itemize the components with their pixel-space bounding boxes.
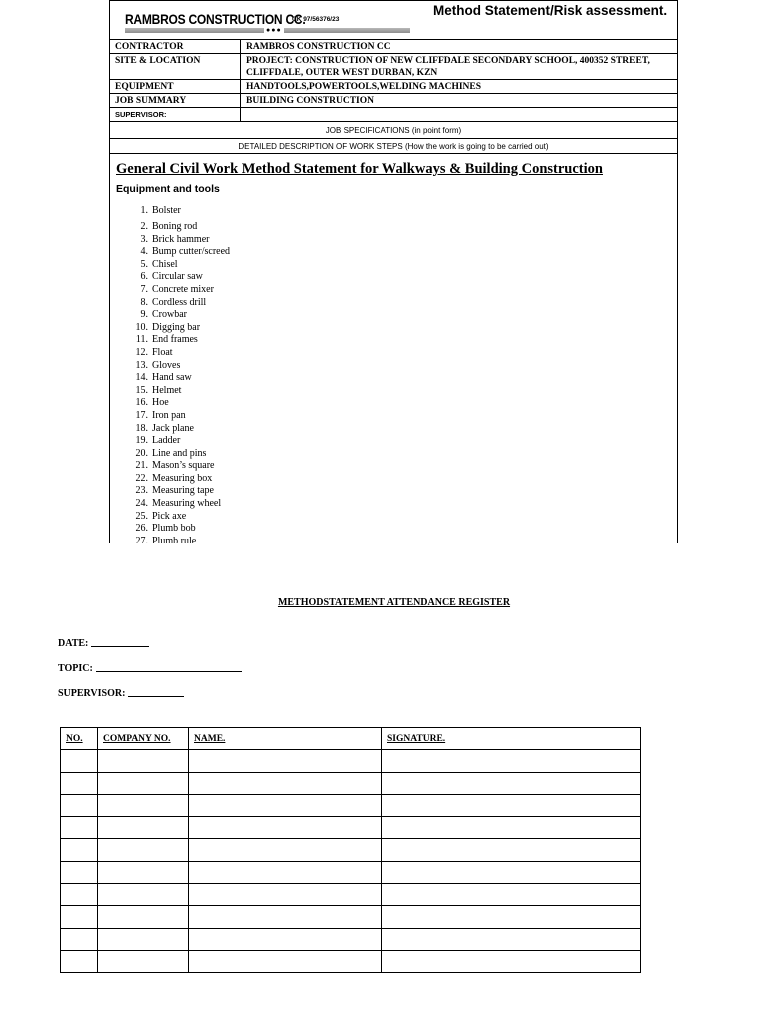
company-no-cell[interactable] (98, 750, 189, 772)
name-cell[interactable] (189, 861, 382, 883)
name-cell[interactable] (189, 906, 382, 928)
tool-list-item (130, 435, 230, 448)
tool-label: Iron pan (152, 409, 186, 421)
equipment-title: Equipment and tools (116, 183, 220, 195)
tool-list-item (130, 234, 230, 247)
info-row-job-summary (110, 94, 677, 108)
signature-cell[interactable] (382, 861, 641, 883)
name-cell[interactable] (189, 794, 382, 816)
tools-list (130, 204, 230, 543)
tool-label: Measuring box (152, 472, 213, 484)
register-row (61, 794, 641, 816)
tool-number: 1. (140, 205, 148, 216)
attendance-register-table (60, 727, 641, 973)
tool-number: 23. (135, 485, 148, 497)
register-row (61, 928, 641, 950)
info-label: EQUIPMENT (110, 80, 241, 94)
logo-dots: ●●● (266, 27, 282, 34)
info-label: JOB SUMMARY (110, 94, 241, 108)
register-row (61, 861, 641, 883)
job-specifications-row: JOB SPECIFICATIONS (in point form) (110, 122, 677, 139)
register-header-row (61, 728, 641, 750)
tool-number: 20. (135, 447, 148, 459)
register-row (61, 772, 641, 794)
register-title: METHODSTATEMENT ATTENDANCE REGISTER (277, 597, 511, 608)
info-label: CONTRACTOR (110, 40, 241, 54)
no-cell[interactable] (61, 861, 98, 883)
signature-cell[interactable] (382, 906, 641, 928)
detailed-description-row: DETAILED DESCRIPTION OF WORK STEPS (How the work is going to be carried out) (110, 139, 677, 154)
tool-number: 14. (135, 372, 148, 384)
signature-cell[interactable] (382, 750, 641, 772)
no-cell[interactable] (61, 839, 98, 861)
register-row (61, 884, 641, 906)
name-cell[interactable] (189, 750, 382, 772)
project-info-table (110, 40, 677, 122)
tool-number: 2. (140, 221, 148, 232)
tool-list-item (130, 347, 230, 360)
tool-number: 9. (140, 309, 148, 321)
signature-cell[interactable] (382, 950, 641, 972)
tool-label: Circular saw (152, 271, 203, 283)
no-cell[interactable] (61, 794, 98, 816)
tool-list-item (130, 360, 230, 373)
tool-list-item (130, 536, 230, 543)
tool-number: 22. (135, 472, 148, 484)
company-no-cell[interactable] (98, 817, 189, 839)
register-row (61, 750, 641, 772)
tool-number: 16. (135, 397, 148, 409)
tool-label: Measuring tape (152, 485, 214, 497)
tool-label: Mason’s square (152, 460, 215, 472)
no-cell[interactable] (61, 928, 98, 950)
no-cell[interactable] (61, 817, 98, 839)
column-header-no: NO. (61, 728, 98, 750)
tool-label: Bolster (152, 205, 181, 216)
tool-list-item (130, 259, 230, 272)
date-blank-line[interactable] (91, 637, 149, 647)
section-title: General Civil Work Method Statement for Walkways & Building Construction (116, 161, 603, 177)
tool-list-item (130, 498, 230, 511)
company-no-cell[interactable] (98, 839, 189, 861)
tool-list-item (130, 309, 230, 322)
tool-number: 18. (135, 422, 148, 434)
signature-cell[interactable] (382, 794, 641, 816)
tool-label: Ladder (152, 435, 181, 447)
info-value: BUILDING CONSTRUCTION (241, 94, 678, 108)
tool-list-item (130, 397, 230, 410)
tool-list-item (130, 271, 230, 284)
form-header (110, 1, 677, 40)
name-cell[interactable] (189, 928, 382, 950)
tool-list-item (130, 372, 230, 385)
no-cell[interactable] (61, 884, 98, 906)
no-cell[interactable] (61, 950, 98, 972)
tool-number: 4. (140, 246, 148, 258)
info-label: SUPERVISOR: (110, 108, 241, 122)
tool-label: Jack plane (152, 422, 194, 434)
tool-number: 17. (135, 409, 148, 421)
tool-number: 15. (135, 384, 148, 396)
column-header-company-no: COMPANY NO. (98, 728, 189, 750)
register-row (61, 839, 641, 861)
company-no-cell[interactable] (98, 772, 189, 794)
tool-number: 26. (135, 523, 148, 535)
info-row-supervisor (110, 108, 677, 122)
tool-label: Hoe (152, 397, 169, 409)
tool-list-item (130, 204, 230, 221)
tool-number: 10. (135, 321, 148, 333)
tool-label: Hand saw (152, 372, 192, 384)
column-header-name: NAME. (189, 728, 382, 750)
no-cell[interactable] (61, 750, 98, 772)
topic-field (58, 662, 242, 674)
date-label: DATE: (58, 638, 89, 649)
tool-list-item (130, 221, 230, 234)
company-no-cell[interactable] (98, 794, 189, 816)
tool-list-item (130, 284, 230, 297)
tool-label: Helmet (152, 384, 182, 396)
no-cell[interactable] (61, 772, 98, 794)
info-value: HANDTOOLS,POWERTOOLS,WELDING MACHINES (241, 80, 678, 94)
tool-label: Float (152, 346, 173, 358)
signature-cell[interactable] (382, 928, 641, 950)
topic-label: TOPIC: (58, 663, 93, 674)
tool-label: Plumb rule (152, 535, 197, 543)
tool-number: 6. (140, 271, 148, 283)
info-value: PROJECT: CONSTRUCTION OF NEW CLIFFDALE SECONDARY SCHOOL, 400352 STREET, CLIFFDALE, OUTER WEST DURBAN, KZN (241, 54, 678, 80)
method-statement-form (109, 0, 678, 543)
supervisor-blank-line[interactable] (128, 687, 184, 697)
tool-label: Bump cutter/screed (152, 246, 231, 258)
column-header-signature: SIGNATURE. (382, 728, 641, 750)
tool-label: Gloves (152, 359, 181, 371)
company-no-cell[interactable] (98, 928, 189, 950)
tool-number: 27. (135, 535, 148, 543)
tool-list-item (130, 448, 230, 461)
tool-list-item (130, 385, 230, 398)
tool-number: 5. (140, 258, 148, 270)
company-no-cell[interactable] (98, 950, 189, 972)
topic-blank-line[interactable] (96, 662, 242, 672)
signature-cell[interactable] (382, 772, 641, 794)
signature-cell[interactable] (382, 884, 641, 906)
company-logo-name: RAMBROS CONSTRUCTION CC. (125, 11, 306, 27)
tool-number: 21. (135, 460, 148, 472)
signature-cell[interactable] (382, 839, 641, 861)
info-row-contractor (110, 40, 677, 54)
register-row (61, 950, 641, 972)
tool-number: 19. (135, 435, 148, 447)
tool-label: Brick hammer (152, 233, 210, 245)
name-cell[interactable] (189, 772, 382, 794)
tool-number: 13. (135, 359, 148, 371)
company-no-cell[interactable] (98, 861, 189, 883)
document-title: Method Statement/Risk assessment. (433, 3, 668, 18)
tool-label: Plumb bob (152, 523, 196, 535)
tool-label: Measuring wheel (152, 498, 222, 510)
tool-list-item (130, 297, 230, 310)
register-row (61, 817, 641, 839)
company-registration: CK 97/56376/23 (292, 16, 340, 23)
tool-label: Digging bar (152, 321, 201, 333)
tool-list-item (130, 246, 230, 259)
tool-label: Concrete mixer (152, 283, 214, 295)
tool-list-item (130, 511, 230, 524)
tool-list-item (130, 410, 230, 423)
info-row-site-location (110, 54, 677, 80)
register-row (61, 906, 641, 928)
info-row-equipment (110, 80, 677, 94)
tool-list-item (130, 334, 230, 347)
supervisor-label: SUPERVISOR: (58, 688, 126, 699)
tool-number: 25. (135, 510, 148, 522)
date-field (58, 637, 149, 649)
tool-number: 7. (140, 283, 148, 295)
tool-number: 24. (135, 498, 148, 510)
tool-list-item (130, 485, 230, 498)
tool-label: End frames (152, 334, 198, 346)
tool-label: Pick axe (152, 510, 187, 522)
company-no-cell[interactable] (98, 884, 189, 906)
tool-number: 8. (140, 296, 148, 308)
tool-number: 11. (135, 334, 148, 346)
info-value: RAMBROS CONSTRUCTION CC (241, 40, 678, 54)
supervisor-value[interactable] (241, 108, 678, 122)
tool-label: Boning rod (152, 221, 198, 232)
info-label: SITE & LOCATION (110, 54, 241, 80)
company-no-cell[interactable] (98, 906, 189, 928)
tool-number: 12. (135, 346, 148, 358)
tool-label: Cordless drill (152, 296, 207, 308)
tool-list-item (130, 322, 230, 335)
tool-label: Crowbar (152, 309, 187, 321)
tool-number: 3. (140, 233, 148, 245)
no-cell[interactable] (61, 906, 98, 928)
name-cell[interactable] (189, 839, 382, 861)
name-cell[interactable] (189, 950, 382, 972)
name-cell[interactable] (189, 884, 382, 906)
tool-list-item (130, 423, 230, 436)
tool-list-item (130, 460, 230, 473)
tool-list-item (130, 473, 230, 486)
signature-cell[interactable] (382, 817, 641, 839)
tool-list-item (130, 523, 230, 536)
tool-label: Line and pins (152, 447, 207, 459)
name-cell[interactable] (189, 817, 382, 839)
tool-label: Chisel (152, 258, 178, 270)
supervisor-field (58, 687, 184, 699)
